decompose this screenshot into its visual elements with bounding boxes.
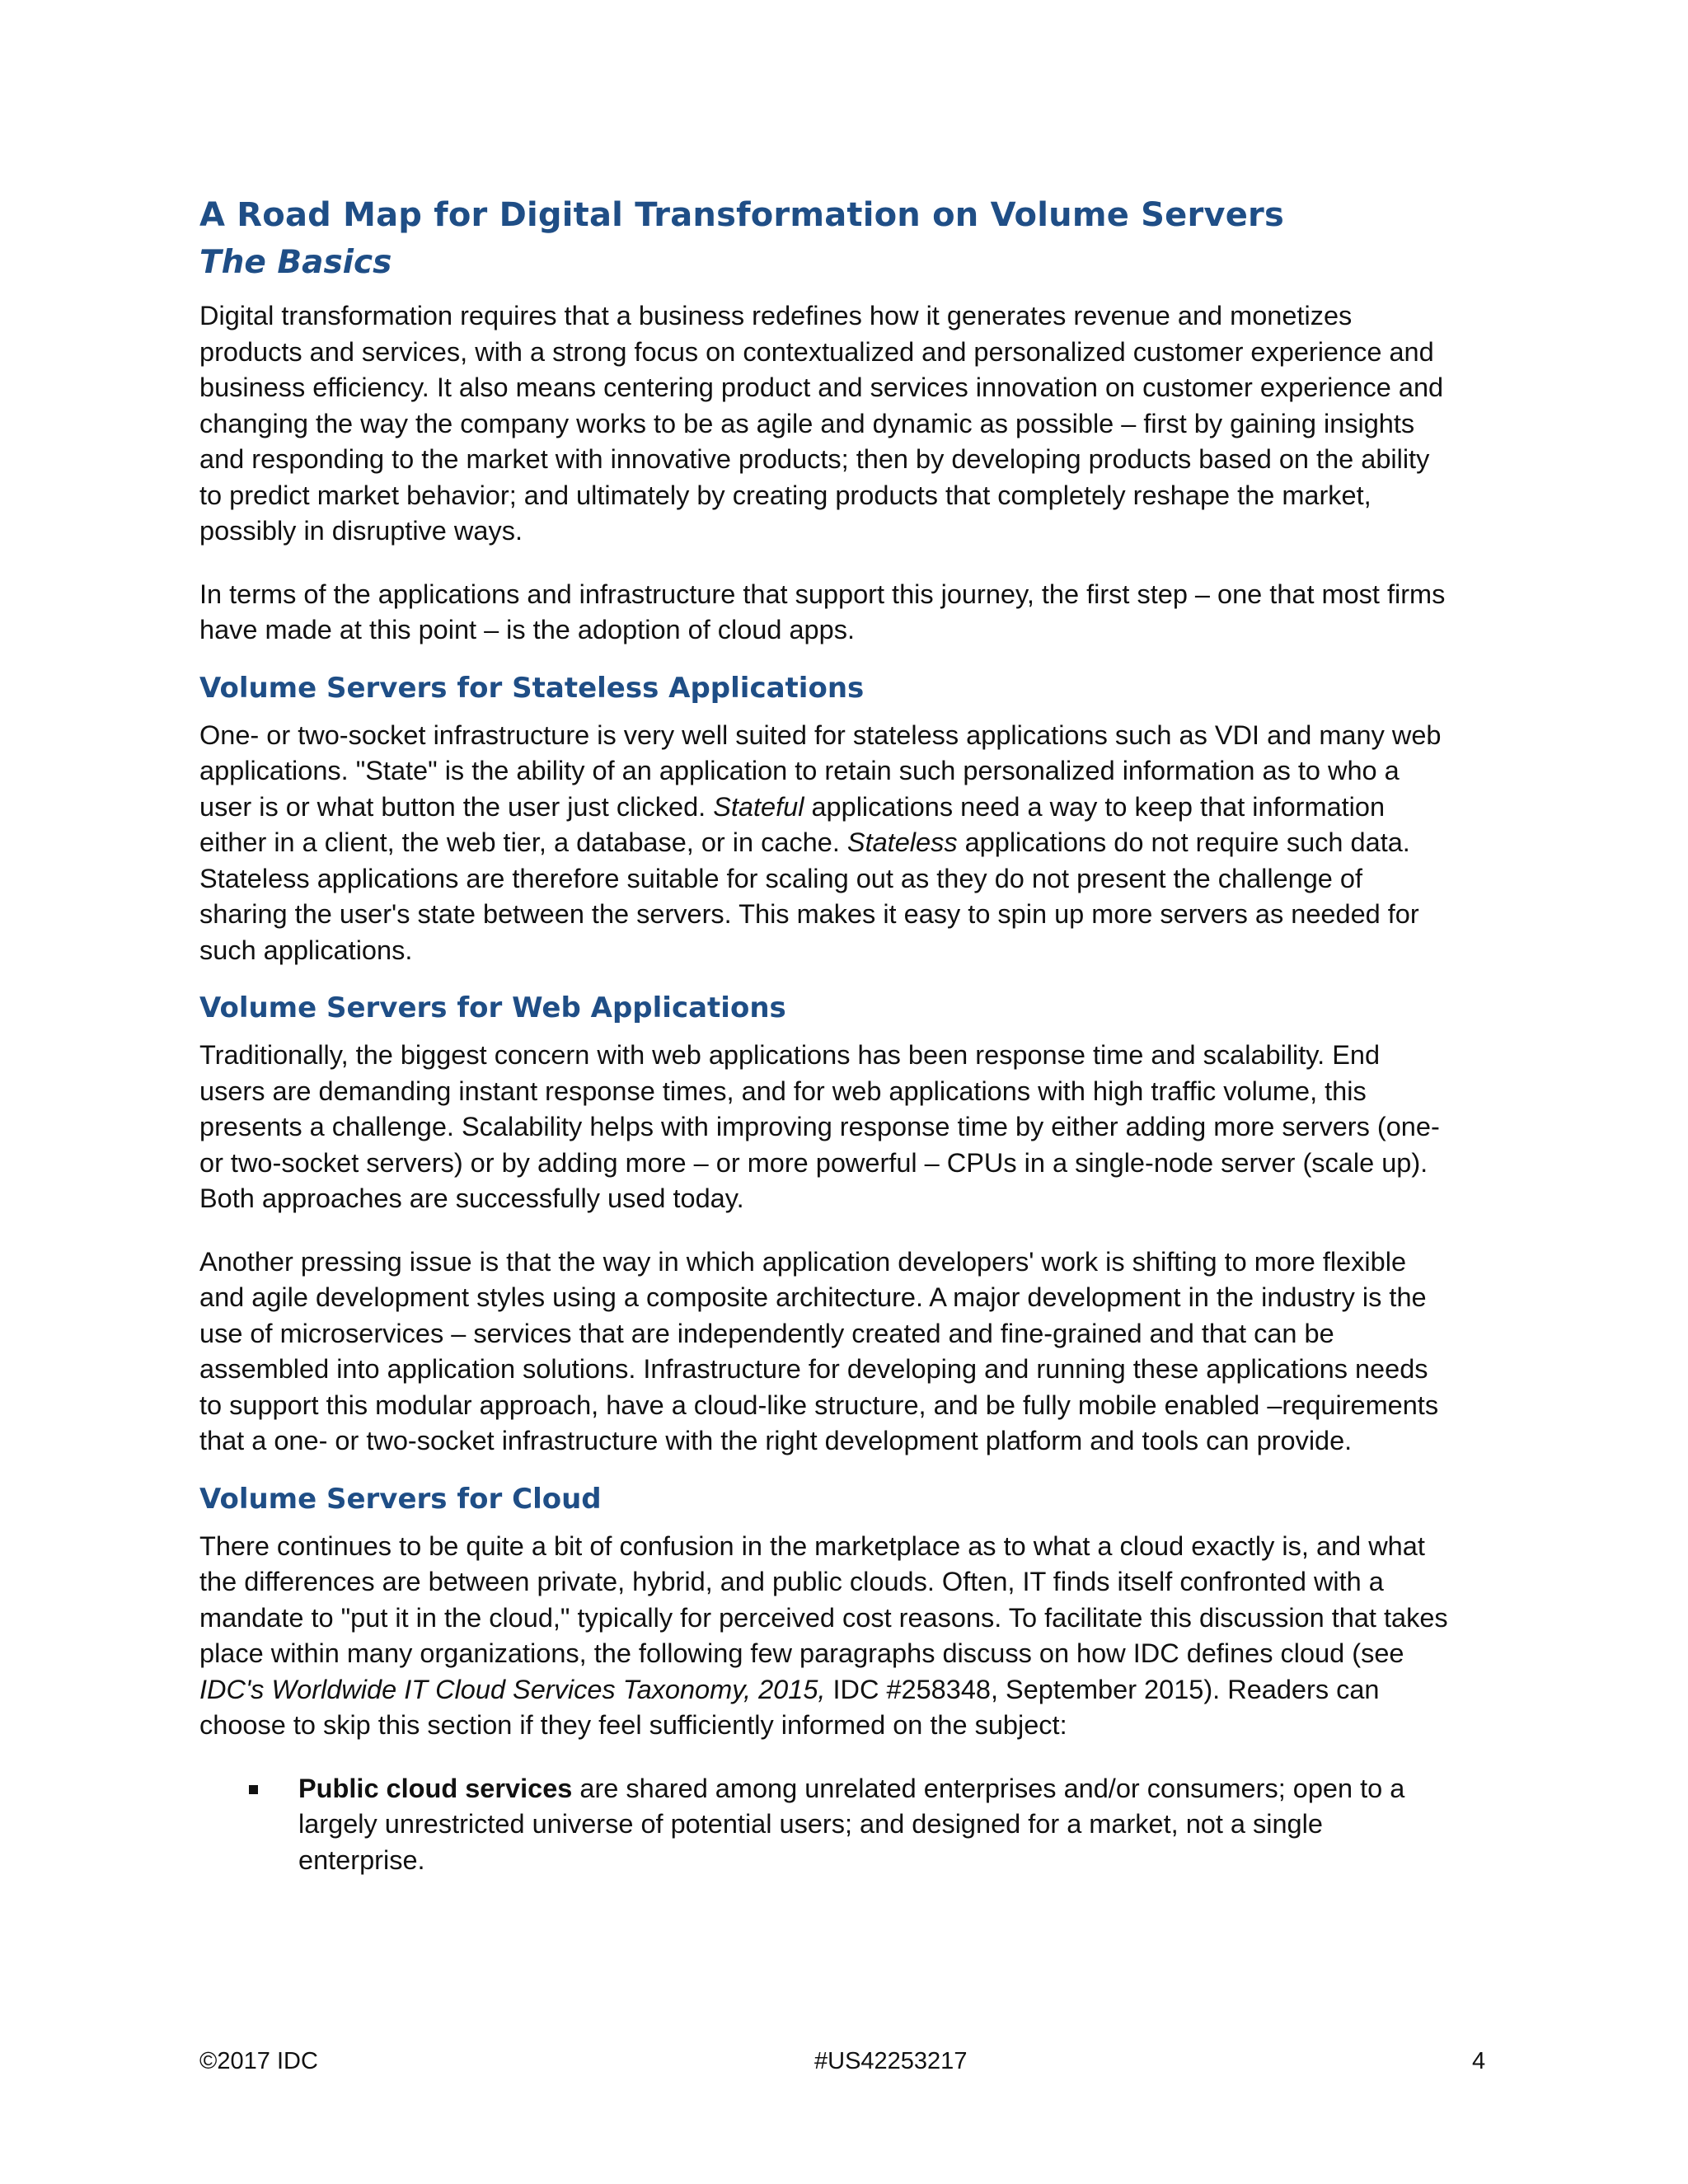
- bullet-text: are shared among unrelated enterprises and/or consumers; open to a largely unrestricted universe of potential users; and designed for a market, not a single enterprise.: [298, 1773, 1405, 1875]
- cloud-heading: Volume Servers for Cloud: [199, 1482, 602, 1516]
- cloud-text-a: There continues to be quite a bit of confusion in the marketplace as to what a cloud exactly is, and what the differences are between private, hybrid, and public clouds. Often, IT finds itself confronted with a mandate to "put it in the cloud," typically for perceived cost reasons. To facilitate this discussion that takes place within many organizations, the following few paragraphs discuss on how IDC defines cloud (see: [199, 1530, 1448, 1668]
- section-subtitle: The Basics: [199, 244, 392, 281]
- bullet-term: Public cloud services: [298, 1773, 573, 1803]
- document-body: [199, 191, 1452, 1878]
- web-paragraph-2: Another pressing issue is that the way in which application developers' work is shifting to more flexible and agile development styles using a composite architecture. A major development in the industry is the use of microservices – services that are independently created and fine-grained and that can be assembled into application solutions. Infrastructure for developing and running these applications needs to support this modular approach, have a cloud-like structure, and be fully mobile enabled –requirements that a one- or two-socket infrastructure with the right development platform and tools can provide.: [199, 1246, 1439, 1455]
- web-heading: Volume Servers for Web Applications: [199, 991, 786, 1024]
- cloud-text-b: IDC #258348, September 2015). Readers can choose to skip this section if they feel sufficiently informed on the subject:: [199, 1674, 1380, 1740]
- stateless-text-a: One- or two-socket infrastructure is very well suited for stateless applications such as VDI and many web applications. "State" is the ability of an application to retain such personalized information as to who a user is or what button the user just clicked.: [199, 719, 1442, 822]
- list-item: [298, 1771, 1452, 1879]
- stateless-text-c: applications do not require such data. Stateless applications are therefore suitable for scaling out as they do not present the challenge of sharing the user's state between the servers. This makes it easy to spin up more servers as needed for such applications.: [199, 827, 1419, 965]
- footer-page-number: 4: [1472, 2048, 1486, 2074]
- stateful-term: Stateful: [713, 791, 804, 822]
- footer-doc-id: #US42253217: [814, 2048, 968, 2074]
- stateless-text-b: applications need a way to keep that information either in a client, the web tier, a database, or in cache.: [199, 791, 1386, 857]
- basics-paragraph-2: In terms of the applications and infrastructure that support this journey, the first step – one that most firms have made at this point – is the adoption of cloud apps.: [199, 579, 1446, 644]
- stateless-paragraph: [199, 718, 1452, 969]
- cloud-paragraph: [199, 1529, 1452, 1744]
- square-bullet-icon: [249, 1785, 258, 1794]
- basics-paragraph-1: Digital transformation requires that a business redefines how it generates revenue and monetizes products and services, with a strong focus on contextualized and personalized customer experience and business efficiency. It also means centering product and services innovation on customer experience and changing the way the company works to be as agile and dynamic as possible – first by gaining insights and responding to the market with innovative products; then by developing products based on the ability to predict market behavior; and ultimately by creating products that completely reshape the market, possibly in disruptive ways.: [199, 301, 1444, 546]
- footer-copyright: ©2017 IDC: [199, 2048, 318, 2074]
- cloud-taxonomy-citation: IDC's Worldwide IT Cloud Services Taxonomy, 2015,: [199, 1674, 826, 1704]
- page-title: A Road Map for Digital Transformation on Volume Servers: [199, 196, 1284, 234]
- stateless-heading: Volume Servers for Stateless Applications: [199, 671, 865, 705]
- stateless-term: Stateless: [846, 827, 958, 857]
- web-paragraph-1: Traditionally, the biggest concern with web applications has been response time and scalability. End users are demanding instant response times, and for web applications with high traffic volume, this presents a challenge. Scalability helps with improving response time by either adding more servers (one- or two-socket servers) or by adding more – or more powerful – CPUs in a single-node server (scale up). Both approaches are successfully used today.: [199, 1040, 1440, 1213]
